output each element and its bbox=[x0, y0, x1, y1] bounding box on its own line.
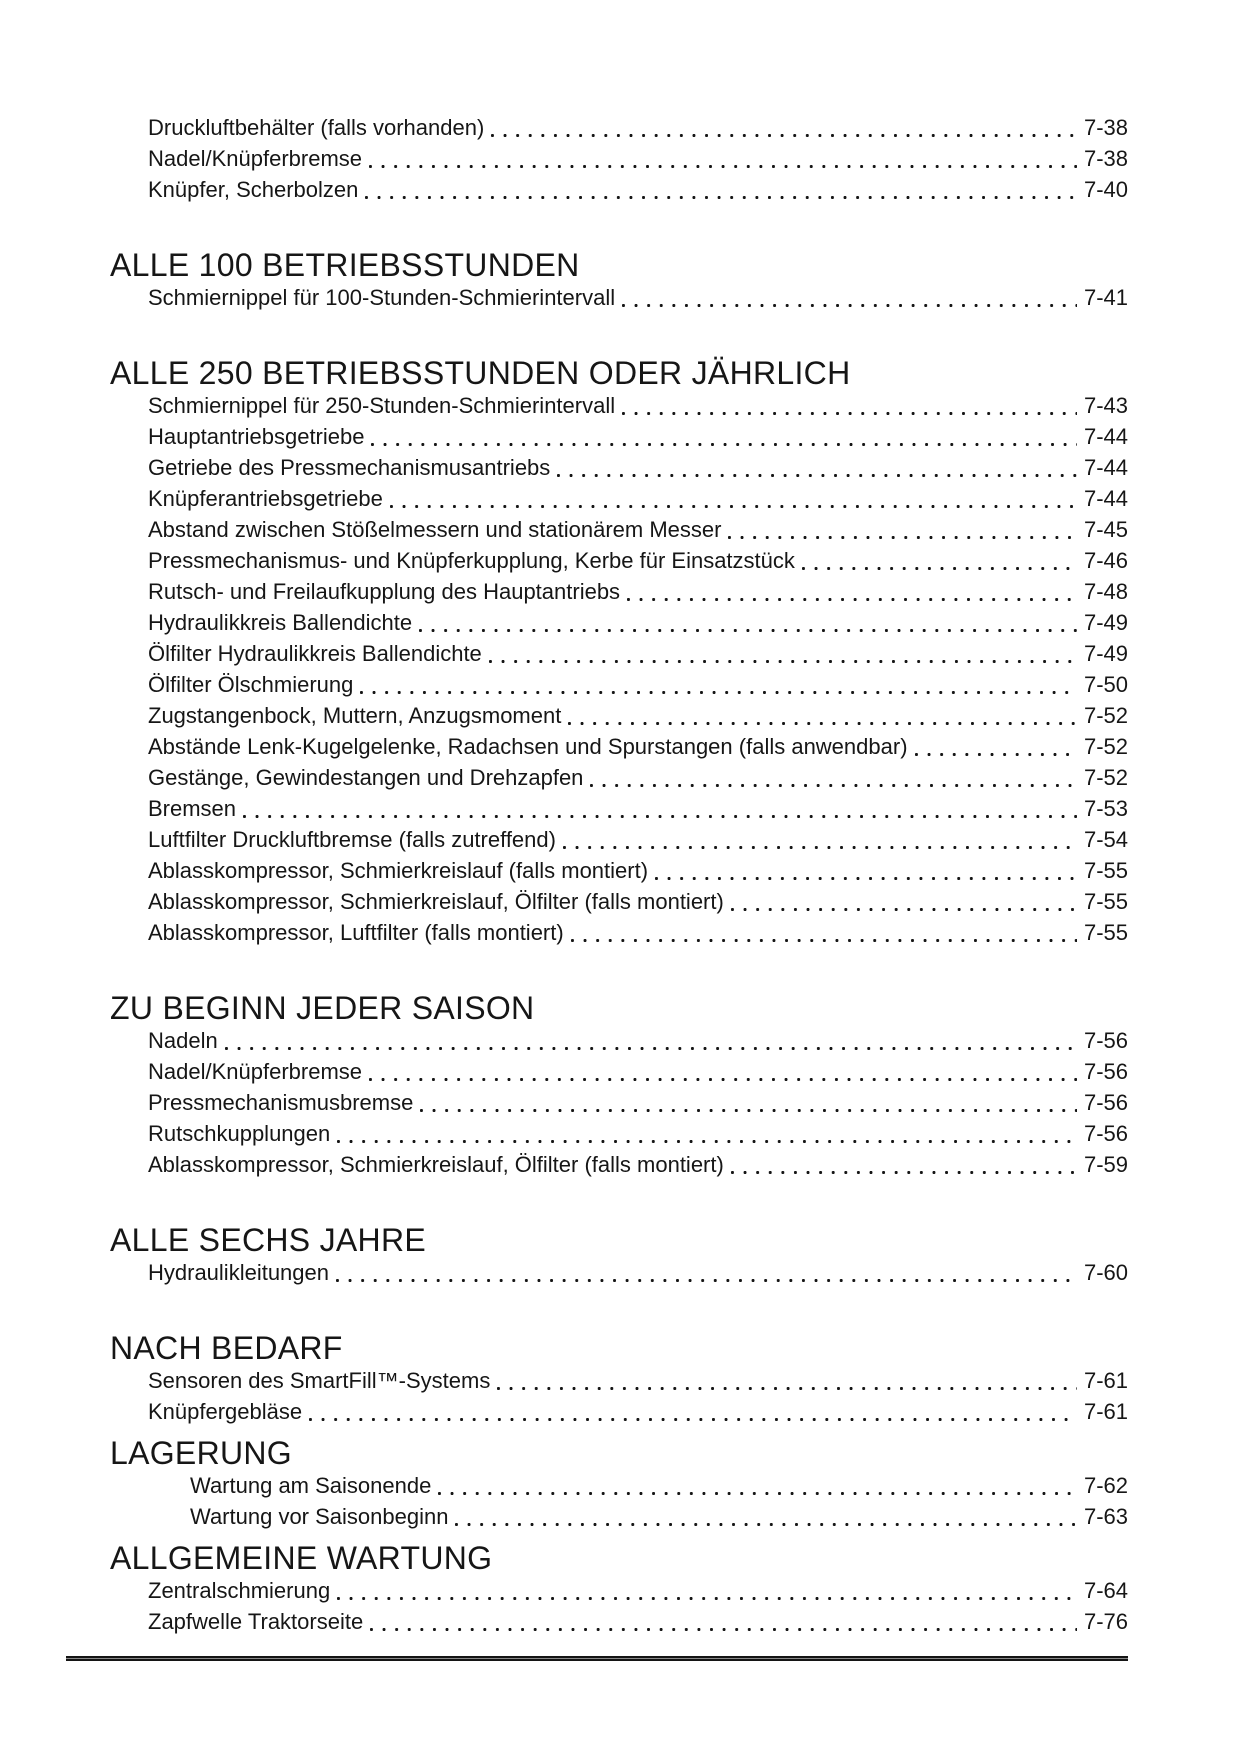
entry-page-number: 7-44 bbox=[1083, 455, 1128, 480]
dot-leader bbox=[369, 165, 1077, 168]
toc-entry-row bbox=[148, 638, 1128, 669]
dot-leader bbox=[336, 1279, 1077, 1282]
dot-leader bbox=[731, 1171, 1077, 1174]
section-heading: ALLE 250 BETRIEBSSTUNDEN ODER JÄHRLICH bbox=[110, 355, 851, 391]
entry-page-number: 7-54 bbox=[1083, 827, 1128, 852]
entry-page-number: 7-59 bbox=[1083, 1152, 1128, 1177]
toc-entry-row bbox=[148, 1257, 1128, 1288]
entry-title: Hauptantriebsgetriebe bbox=[148, 424, 365, 449]
toc-entry-row bbox=[148, 762, 1128, 793]
entry-page-number: 7-53 bbox=[1083, 796, 1128, 821]
section-entry-list bbox=[148, 1025, 1128, 1180]
toc-entry-row bbox=[148, 282, 1128, 313]
entry-page-number: 7-56 bbox=[1083, 1028, 1128, 1053]
toc-entry-row bbox=[148, 1087, 1128, 1118]
entry-title: Hydraulikkreis Ballendichte bbox=[148, 610, 413, 635]
dot-leader bbox=[360, 691, 1077, 694]
entry-page-number: 7-50 bbox=[1083, 672, 1128, 697]
dot-leader bbox=[371, 443, 1077, 446]
toc-entry-row bbox=[148, 174, 1128, 205]
dot-leader bbox=[571, 939, 1077, 942]
section-entry-list bbox=[148, 282, 1128, 313]
entry-page-number: 7-49 bbox=[1083, 641, 1128, 666]
toc-section bbox=[110, 112, 1128, 205]
toc-section bbox=[110, 991, 1128, 1180]
dot-leader bbox=[309, 1418, 1077, 1421]
section-entry-list bbox=[148, 1365, 1128, 1427]
dot-leader bbox=[590, 784, 1077, 787]
toc-entry-row bbox=[148, 917, 1128, 948]
dot-leader bbox=[225, 1047, 1077, 1050]
dot-leader bbox=[365, 196, 1077, 199]
dot-leader bbox=[568, 722, 1077, 725]
toc-entry-row bbox=[148, 1149, 1128, 1180]
entry-page-number: 7-52 bbox=[1083, 734, 1128, 759]
entry-page-number: 7-56 bbox=[1083, 1090, 1128, 1115]
entry-page-number: 7-61 bbox=[1083, 1399, 1128, 1424]
entry-page-number: 7-63 bbox=[1083, 1504, 1128, 1529]
toc-entry-row bbox=[148, 390, 1128, 421]
entry-title: Nadel/Knüpferbremse bbox=[148, 1059, 363, 1084]
toc-entry-row bbox=[148, 700, 1128, 731]
toc-section bbox=[110, 1331, 1128, 1427]
toc-entry-row bbox=[148, 855, 1128, 886]
dot-leader bbox=[337, 1597, 1077, 1600]
toc-entry-row bbox=[148, 483, 1128, 514]
table-of-contents bbox=[110, 112, 1128, 1637]
entry-page-number: 7-44 bbox=[1083, 424, 1128, 449]
dot-leader bbox=[243, 815, 1077, 818]
toc-entry-row bbox=[148, 1575, 1128, 1606]
entry-title: Knüpfer, Scherbolzen bbox=[148, 177, 359, 202]
section-heading: ZU BEGINN JEDER SAISON bbox=[110, 990, 535, 1026]
entry-title: Ablasskompressor, Schmierkreislauf, Ölfilter (falls montiert) bbox=[148, 889, 724, 914]
entry-page-number: 7-52 bbox=[1083, 765, 1128, 790]
entry-title: Ablasskompressor, Schmierkreislauf, Ölfilter (falls montiert) bbox=[148, 1152, 724, 1177]
entry-title: Druckluftbehälter (falls vorhanden) bbox=[148, 115, 485, 140]
entry-title: Wartung vor Saisonbeginn bbox=[190, 1504, 449, 1529]
section-entry-list bbox=[190, 1470, 1128, 1532]
entry-page-number: 7-55 bbox=[1083, 858, 1128, 883]
section-entry-list bbox=[148, 390, 1128, 948]
entry-page-number: 7-45 bbox=[1083, 517, 1128, 542]
entry-title: Nadeln bbox=[148, 1028, 218, 1053]
toc-entry-row bbox=[148, 514, 1128, 545]
dot-leader bbox=[731, 908, 1077, 911]
toc-section bbox=[110, 1436, 1128, 1532]
toc-entry-row bbox=[148, 1365, 1128, 1396]
dot-leader bbox=[438, 1492, 1077, 1495]
toc-entry-row bbox=[148, 1025, 1128, 1056]
entry-title: Nadel/Knüpferbremse bbox=[148, 146, 363, 171]
dot-leader bbox=[455, 1523, 1077, 1526]
entry-title: Luftfilter Druckluftbremse (falls zutreffend) bbox=[148, 827, 556, 852]
dot-leader bbox=[622, 304, 1077, 307]
entry-page-number: 7-56 bbox=[1083, 1059, 1128, 1084]
toc-entry-row bbox=[148, 421, 1128, 452]
entry-page-number: 7-61 bbox=[1083, 1368, 1128, 1393]
entry-page-number: 7-41 bbox=[1083, 285, 1128, 310]
toc-entry-row bbox=[148, 143, 1128, 174]
entry-title: Schmiernippel für 250-Stunden-Schmierintervall bbox=[148, 393, 616, 418]
entry-title: Abstände Lenk-Kugelgelenke, Radachsen und Spurstangen (falls anwendbar) bbox=[148, 734, 908, 759]
entry-page-number: 7-38 bbox=[1083, 146, 1128, 171]
section-entry-list bbox=[148, 1575, 1128, 1637]
section-heading: ALLE 100 BETRIEBSSTUNDEN bbox=[110, 247, 580, 283]
dot-leader bbox=[627, 598, 1077, 601]
section-heading: ALLE SECHS JAHRE bbox=[110, 1222, 427, 1258]
toc-entry-row bbox=[148, 112, 1128, 143]
entry-title: Rutschkupplungen bbox=[148, 1121, 331, 1146]
toc-entry-row bbox=[148, 1606, 1128, 1637]
section-heading: LAGERUNG bbox=[110, 1435, 292, 1471]
dot-leader bbox=[802, 567, 1077, 570]
dot-leader bbox=[420, 1109, 1077, 1112]
toc-entry-row bbox=[148, 669, 1128, 700]
entry-page-number: 7-56 bbox=[1083, 1121, 1128, 1146]
entry-page-number: 7-52 bbox=[1083, 703, 1128, 728]
toc-entry-row bbox=[148, 607, 1128, 638]
section-entry-list bbox=[148, 1257, 1128, 1288]
section-heading: NACH BEDARF bbox=[110, 1330, 343, 1366]
section-heading: ALLGEMEINE WARTUNG bbox=[110, 1540, 493, 1576]
entry-title: Ölfilter Ölschmierung bbox=[148, 672, 354, 697]
entry-page-number: 7-55 bbox=[1083, 920, 1128, 945]
dot-leader bbox=[622, 412, 1077, 415]
entry-page-number: 7-38 bbox=[1083, 115, 1128, 140]
entry-page-number: 7-62 bbox=[1083, 1473, 1128, 1498]
footer-divider-rule bbox=[66, 1656, 1128, 1661]
toc-entry-row bbox=[148, 1056, 1128, 1087]
entry-title: Zugstangenbock, Muttern, Anzugsmoment bbox=[148, 703, 562, 728]
toc-entry-row bbox=[148, 886, 1128, 917]
entry-title: Schmiernippel für 100-Stunden-Schmierintervall bbox=[148, 285, 616, 310]
entry-title: Pressmechanismus- und Knüpferkupplung, Kerbe für Einsatzstück bbox=[148, 548, 795, 573]
entry-page-number: 7-46 bbox=[1083, 548, 1128, 573]
toc-section bbox=[110, 356, 1128, 948]
dot-leader bbox=[557, 474, 1077, 477]
entry-title: Ablasskompressor, Luftfilter (falls montiert) bbox=[148, 920, 564, 945]
section-entry-list bbox=[148, 112, 1128, 205]
entry-title: Zentralschmierung bbox=[148, 1578, 331, 1603]
entry-page-number: 7-60 bbox=[1083, 1260, 1128, 1285]
entry-page-number: 7-44 bbox=[1083, 486, 1128, 511]
entry-title: Wartung am Saisonende bbox=[190, 1473, 432, 1498]
entry-title: Zapfwelle Traktorseite bbox=[148, 1609, 364, 1634]
entry-page-number: 7-76 bbox=[1083, 1609, 1128, 1634]
entry-page-number: 7-49 bbox=[1083, 610, 1128, 635]
dot-leader bbox=[497, 1387, 1077, 1390]
entry-title: Ablasskompressor, Schmierkreislauf (falls montiert) bbox=[148, 858, 649, 883]
dot-leader bbox=[337, 1140, 1077, 1143]
entry-title: Rutsch- und Freilaufkupplung des Hauptantriebs bbox=[148, 579, 621, 604]
entry-title: Getriebe des Pressmechanismusantriebs bbox=[148, 455, 551, 480]
dot-leader bbox=[491, 134, 1077, 137]
entry-page-number: 7-40 bbox=[1083, 177, 1128, 202]
entry-title: Gestänge, Gewindestangen und Drehzapfen bbox=[148, 765, 584, 790]
entry-page-number: 7-55 bbox=[1083, 889, 1128, 914]
toc-entry-row bbox=[148, 731, 1128, 762]
dot-leader bbox=[369, 1078, 1077, 1081]
dot-leader bbox=[655, 877, 1077, 880]
toc-entry-row bbox=[148, 793, 1128, 824]
toc-entry-row bbox=[148, 452, 1128, 483]
entry-title: Knüpferantriebsgetriebe bbox=[148, 486, 383, 511]
dot-leader bbox=[915, 753, 1077, 756]
dot-leader bbox=[370, 1628, 1077, 1631]
toc-entry-row bbox=[190, 1470, 1128, 1501]
entry-page-number: 7-43 bbox=[1083, 393, 1128, 418]
dot-leader bbox=[489, 660, 1077, 663]
entry-title: Bremsen bbox=[148, 796, 237, 821]
entry-title: Knüpfergebläse bbox=[148, 1399, 303, 1424]
dot-leader bbox=[390, 505, 1077, 508]
entry-title: Hydraulikleitungen bbox=[148, 1260, 329, 1285]
entry-title: Ölfilter Hydraulikkreis Ballendichte bbox=[148, 641, 482, 666]
entry-title: Pressmechanismusbremse bbox=[148, 1090, 414, 1115]
entry-title: Sensoren des SmartFill™-Systems bbox=[148, 1368, 491, 1393]
dot-leader bbox=[728, 536, 1077, 539]
toc-section bbox=[110, 1541, 1128, 1637]
toc-entry-row bbox=[148, 1396, 1128, 1427]
toc-entry-row bbox=[148, 576, 1128, 607]
toc-section bbox=[110, 248, 1128, 313]
toc-entry-row bbox=[148, 1118, 1128, 1149]
entry-page-number: 7-64 bbox=[1083, 1578, 1128, 1603]
dot-leader bbox=[563, 846, 1077, 849]
entry-title: Abstand zwischen Stößelmessern und stationärem Messer bbox=[148, 517, 722, 542]
toc-entry-row bbox=[148, 545, 1128, 576]
toc-entry-row bbox=[190, 1501, 1128, 1532]
entry-page-number: 7-48 bbox=[1083, 579, 1128, 604]
toc-section bbox=[110, 1223, 1128, 1288]
toc-entry-row bbox=[148, 824, 1128, 855]
dot-leader bbox=[419, 629, 1077, 632]
